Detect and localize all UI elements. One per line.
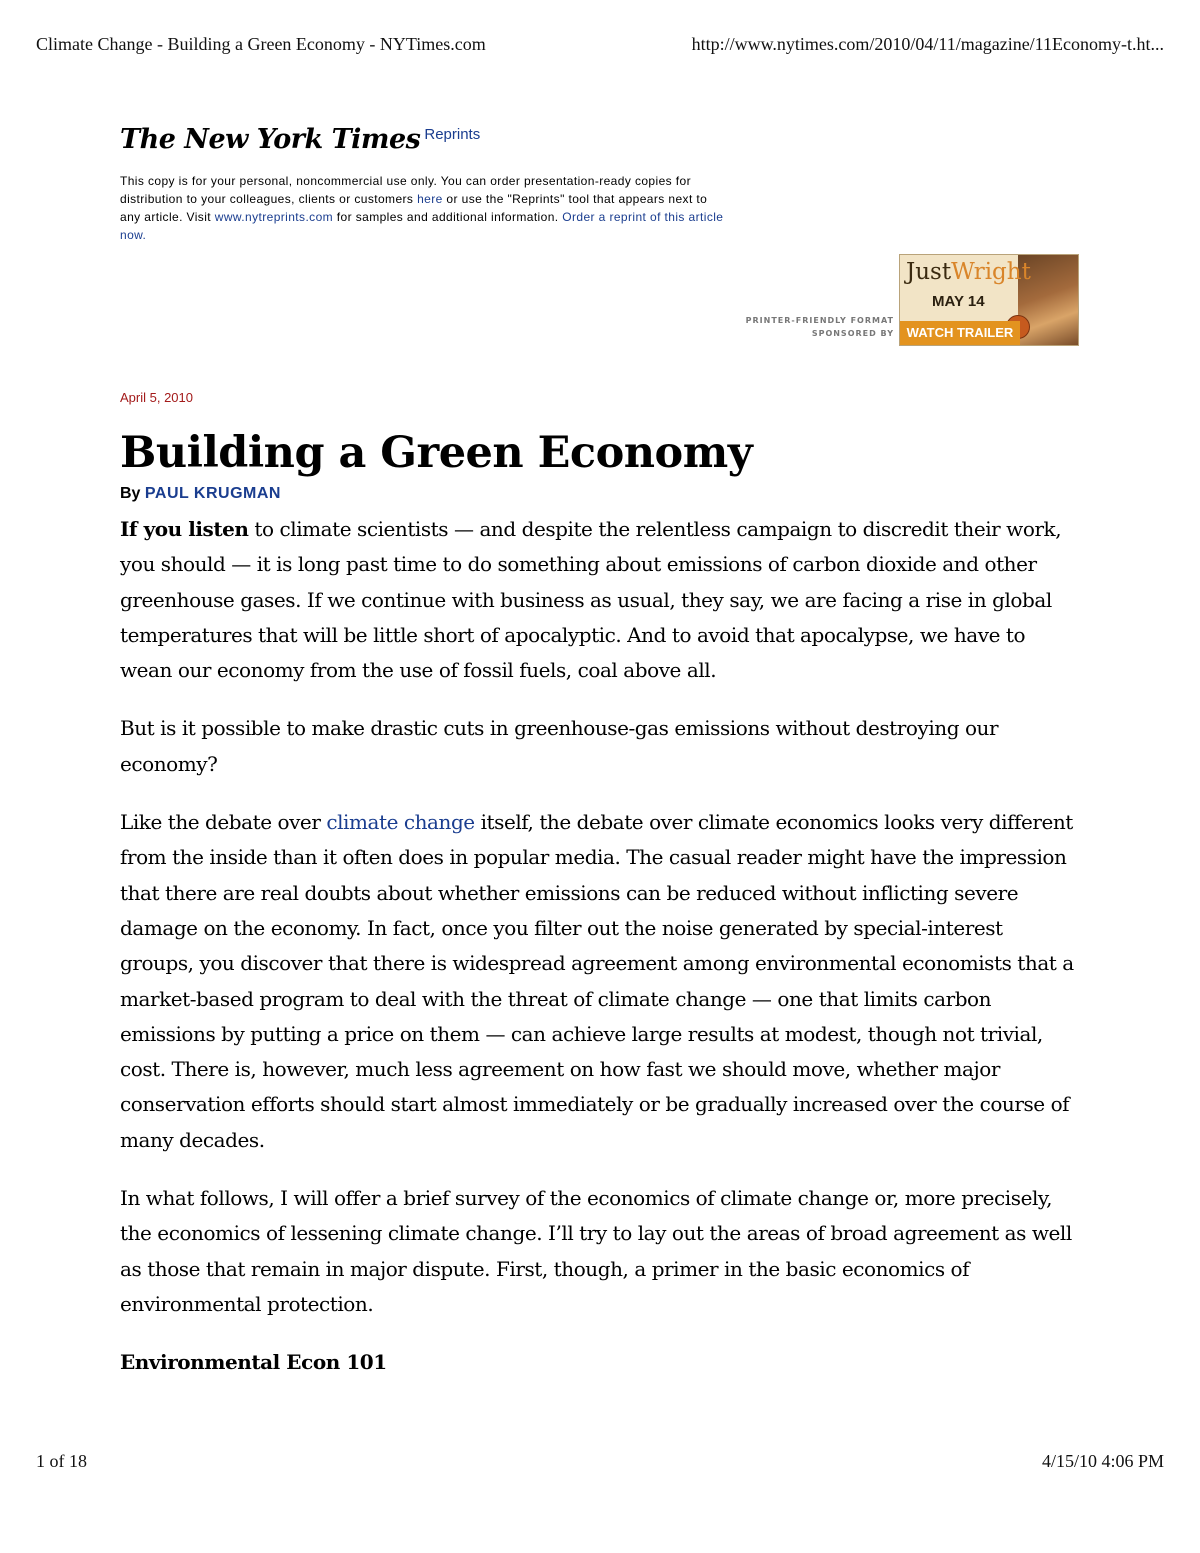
print-header xyxy=(36,34,1164,55)
ad-title xyxy=(906,259,1031,285)
notice-text-2: or use the "Reprints" tool that appears next to any article. Visit xyxy=(120,192,708,224)
sponsor-caption xyxy=(746,314,894,340)
print-url: http://www.nytimes.com/2010/04/11/magazine/11Economy-t.ht... xyxy=(691,34,1164,54)
paragraph-3 xyxy=(120,805,1082,1158)
ad-title-wright: Wright xyxy=(951,259,1031,285)
paragraph-2: But is it possible to make drastic cuts in greenhouse-gas emissions without destroying our economy? xyxy=(120,716,999,776)
reprints-label: Reprints xyxy=(424,126,481,143)
paragraph-1-text: to climate scientists — and despite the relentless campaign to discredit their work, you should — it is long past time to do something about emissions of carbon dioxide and other greenhouse gases. If we continue with business as usual, they say, we are facing a rise in global temperatures that will be little short of apocalyptic. And to avoid that apocalypse, we have to wean our economy from the use of fossil fuels, coal above all. xyxy=(120,517,1062,683)
page-count: 1 of 18 xyxy=(36,1451,87,1471)
nytreprints-link[interactable]: www.nytreprints.com xyxy=(214,210,334,224)
author-link[interactable]: PAUL KRUGMAN xyxy=(144,485,281,502)
climate-change-link[interactable]: climate change xyxy=(326,810,475,835)
ad-title-just: Just xyxy=(906,259,952,285)
sponsor-ad[interactable] xyxy=(899,254,1079,346)
lead-in: If you listen xyxy=(120,517,249,541)
paragraph-4: In what follows, I will offer a brief survey of the economics of climate change or, more precisely, the economics of lessening climate change. I’ll try to lay out the areas of broad agreement as well as those that remain in major dispute. First, though, a primer in the basic economics of environmental protection. xyxy=(120,1186,1072,1316)
watch-trailer-button[interactable]: WATCH TRAILER xyxy=(900,321,1020,345)
article-headline: Building a Green Economy xyxy=(120,428,753,478)
byline-prefix: By xyxy=(120,485,141,502)
paragraph-1 xyxy=(120,512,1082,688)
paragraph-3-start: Like the debate over xyxy=(120,810,327,835)
paragraph-3-text: itself, the debate over climate economics looks very different from the inside than it often does in popular media. The casual reader might have the impression that there are real doubts about whether emissions can be reduced without inflicting severe damage on the economy. In fact, once you filter out the noise generated by special-interest groups, you discover that there is widespread agreement among environmental economists that a market-based program to deal with the threat of climate change — one that limits carbon emissions by putting a price on them — can achieve large results at modest, though not trivial, cost. There is, however, much less agreement on how fast we should move, whether major conservation efforts should start almost immediately or be gradually increased over the course of many decades. xyxy=(120,810,1074,1152)
section-subhead: Environmental Econ 101 xyxy=(120,1350,387,1375)
order-reprint-link[interactable]: Order a reprint of this article now. xyxy=(120,210,724,242)
sponsor-caption-line1: PRINTER-FRIENDLY FORMAT xyxy=(745,316,894,325)
notice-text-3: for samples and additional information. xyxy=(333,210,563,224)
article-body xyxy=(120,512,1082,1404)
sponsor-caption-line2: SPONSORED BY xyxy=(811,329,894,338)
print-footer xyxy=(36,1451,1164,1472)
ad-date: MAY 14 xyxy=(932,293,985,310)
printed-at: 4/15/10 4:06 PM xyxy=(1041,1451,1164,1471)
notice-text-1: This copy is for your personal, noncommercial use only. You can order presentation-ready copies for distribution to your colleagues, clients or customers xyxy=(120,174,691,206)
article-date: April 5, 2010 xyxy=(120,390,193,405)
masthead xyxy=(120,124,480,155)
print-page-title: Climate Change - Building a Green Economy - NYTimes.com xyxy=(36,34,486,54)
nyt-logo[interactable]: The New York Times xyxy=(120,124,421,155)
byline xyxy=(120,485,281,503)
reprint-notice xyxy=(120,172,730,244)
here-link[interactable]: here xyxy=(417,192,443,206)
